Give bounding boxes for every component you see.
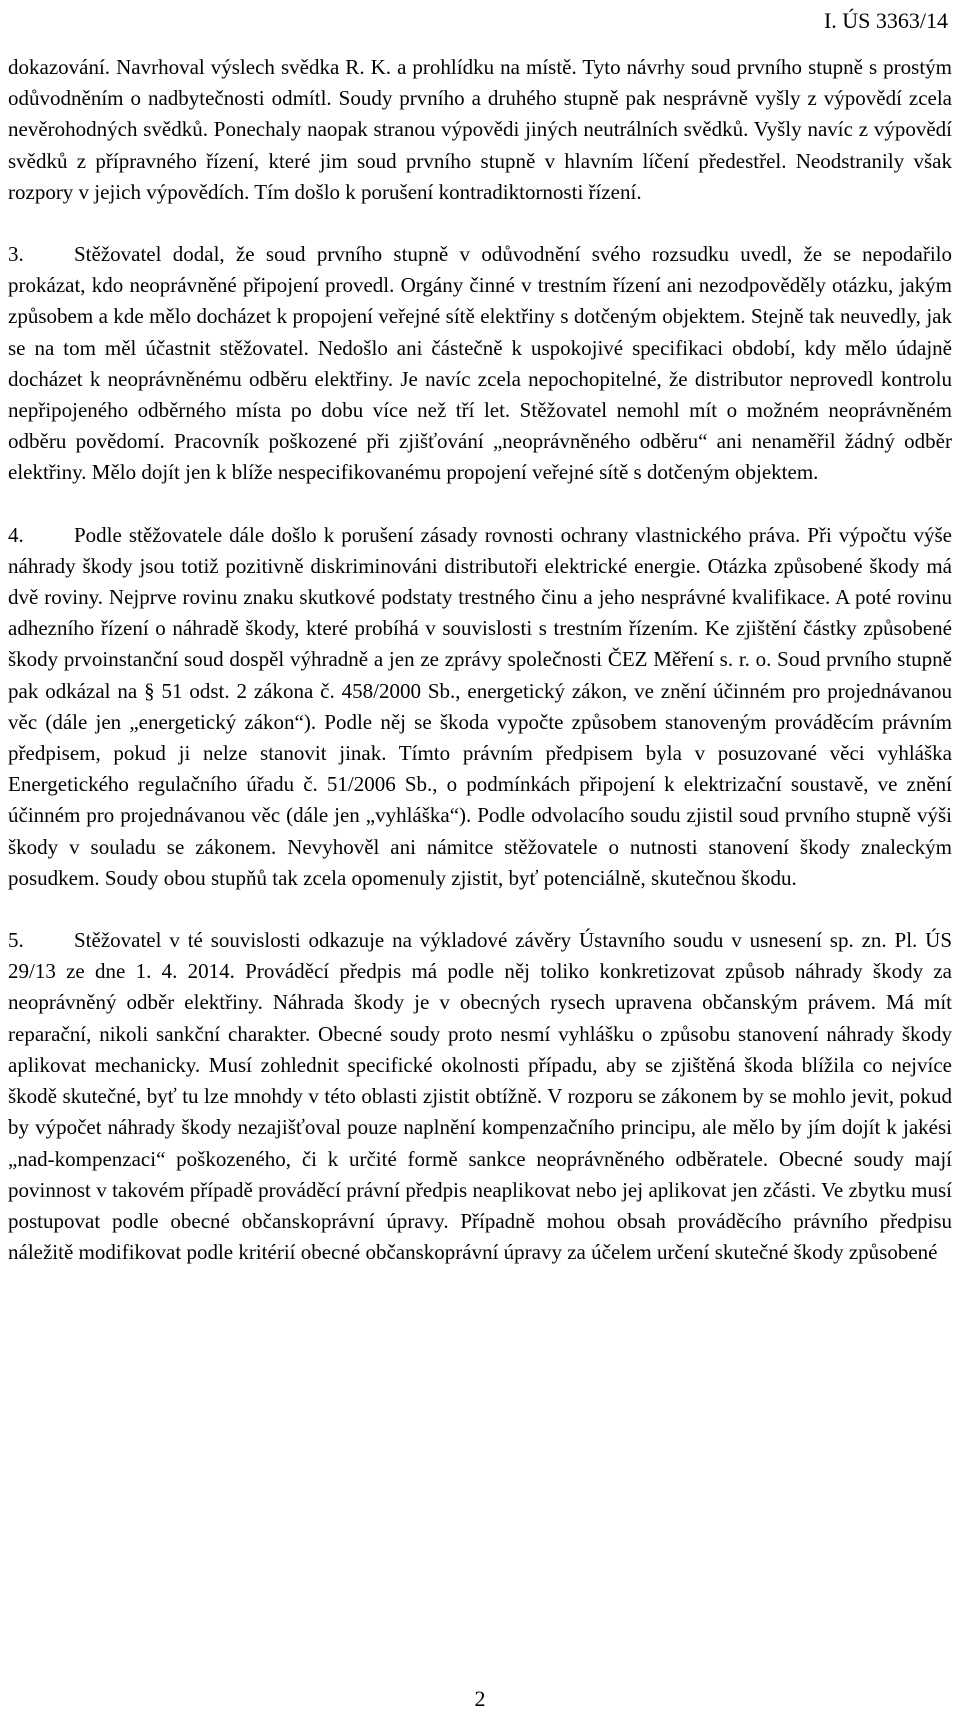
paragraph-text: Stěžovatel dodal, že soud prvního stupně v odůvodnění svého rozsudku uvedl, že se nepodařilo prokázat, kdo neoprávněné připojení provedl. Orgány činné v trestním řízení ani nezodpověděly otázku, jakým způsobem a kde mělo docházet k propojení veřejné sítě elektřiny s dotčeným objektem. Stejně tak neuvedly, jak se na tom měl účastnit stěžovatel. Nedošlo ani částečně k uspokojivé specifikaci období, kdy mělo údajně docházet k neoprávněnému odběru elektřiny. Je navíc zcela nepochopitelné, že distributor neprovedl kontrolu nepřipojeného odběrného místa po dobu více než tří let. Stěžovatel nemohl mít o možném neoprávněném odběru povědomí. Pracovník poškozené při zjišťování „neoprávněného odběru“ ani nenaměřil žádný odběr elektřiny. Mělo dojít jen k blíže nespecifikovanému propojení veřejné sítě s dotčeným objektem. xyxy=(8,242,952,485)
paragraph-3 xyxy=(8,239,952,489)
page-number: 2 xyxy=(474,1686,486,1711)
paragraph-4 xyxy=(8,520,952,894)
case-number-header: I. ÚS 3363/14 xyxy=(823,8,948,33)
paragraph-number: 4. xyxy=(8,522,24,547)
paragraph-continued xyxy=(8,52,952,208)
paragraph-text: Stěžovatel v té souvislosti odkazuje na výkladové závěry Ústavního soudu v usnesení sp. zn. Pl. ÚS 29/13 ze dne 1. 4. 2014. Prováděcí předpis má podle něj toliko konkretizovat způsob náhrady škody za neoprávněný odběr elektřiny. Náhrada škody je v obecných rysech upravena občanským právem. Má mít reparační, nikoli sankční charakter. Obecné soudy proto nesmí vyhlášku o způsobu stanovení náhrady škody aplikovat mechanicky. Musí zohlednit specifické okolnosti případu, aby se zjištěná škoda blížila co nejvíce škodě skutečné, byť tu lze mnohdy v této oblasti zjistit obtížně. V rozporu se zákonem by se mohlo jevit, pokud by výpočet náhrady škody nezajišťoval pouze naplnění kompenzačního principu, ale mělo by jím dojít k jakési „nad-kompenzaci“ poškozeného, či k určité formě sankce neoprávněného odběratele. Obecné soudy mají povinnost v takovém případě prováděcí právní předpis neaplikovat nebo jej aplikovat jen zčásti. Ve zbytku musí postupovat podle obecné občanskoprávní úpravy. Případně mohou obsah prováděcího právního předpisu náležitě modifikovat podle kritérií obecné občanskoprávní úpravy za účelem určení skutečné škody způsobené xyxy=(8,928,952,1265)
paragraph-5 xyxy=(8,925,952,1268)
document-body xyxy=(8,52,952,1268)
paragraph-text: Podle stěžovatele dále došlo k porušení zásady rovnosti ochrany vlastnického práva. Při výpočtu výše náhrady škody jsou totiž pozitivně diskriminováni distributoři elektrické energie. Otázka způsobené škody má dvě roviny. Nejprve rovinu znaku skutkové podstaty trestného činu a jeho nesprávné kvalifikace. A poté rovinu adhezního řízení o náhradě škody, které probíhá v souvislosti s trestním řízením. Ke zjištění částky způsobené škody prvoinstanční soud dospěl výhradně a jen ze zprávy společnosti ČEZ Měření s. r. o. Soud prvního stupně pak odkázal na § 51 odst. 2 zákona č. 458/2000 Sb., energetický zákon, ve znění účinném pro projednávanou věc (dále jen „energetický zákon“). Podle něj se škoda vypočte způsobem stanoveným prováděcím právním předpisem, pokud ji nelze stanovit jinak. Tímto právním předpisem byla v posuzované věci vyhláška Energetického regulačního úřadu č. 51/2006 Sb., o podmínkách připojení k elektrizační soustavě, ve znění účinném pro projednávanou věc (dále jen „vyhláška“). Podle odvolacího soudu zjistil soud prvního stupně výši škody v souladu se zákonem. Nevyhověl ani námitce stěžovatele o nutnosti stanovení škody znaleckým posudkem. Soudy obou stupňů tak zcela opomenuly zjistit, byť potenciálně, skutečnou škodu. xyxy=(8,522,952,890)
paragraph-number: 3. xyxy=(8,242,24,267)
paragraph-number: 5. xyxy=(8,928,24,953)
paragraph-text: dokazování. Navrhoval výslech svědka R. K. a prohlídku na místě. Tyto návrhy soud prvního stupně s prostým odůvodněním o nadbytečnosti odmítl. Soudy prvního a druhého stupně pak nesprávně vyšly z výpovědí zcela nevěrohodných svědků. Ponechaly naopak stranou výpovědi jiných neutrálních svědků. Vyšly navíc z výpovědí svědků z přípravného řízení, které jim soud prvního stupně v hlavním líčení předestřel. Neodstranily však rozpory v jejich výpovědích. Tím došlo k porušení kontradiktornosti řízení. xyxy=(8,55,952,204)
